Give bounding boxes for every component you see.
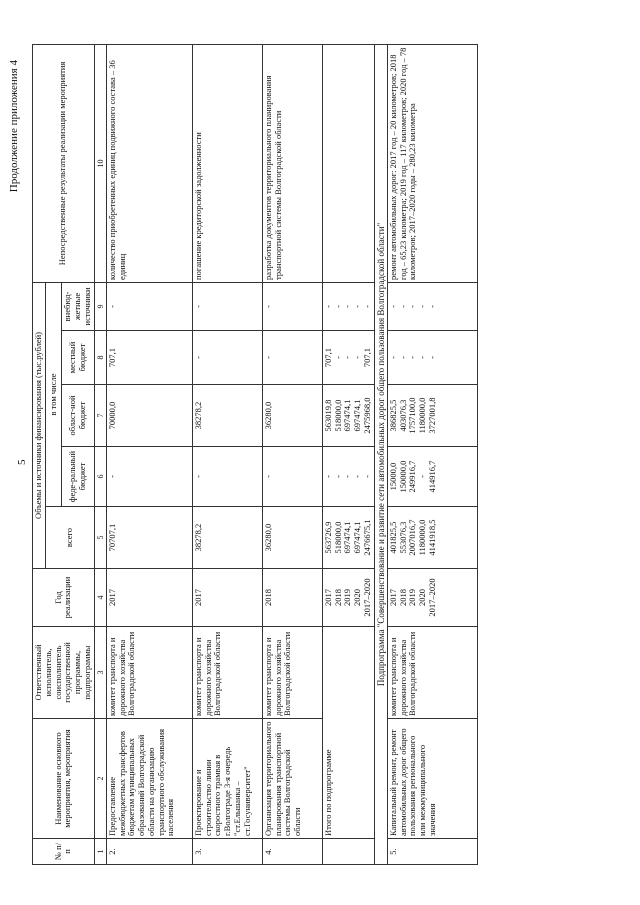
- amount: 2475968,0: [361, 397, 372, 434]
- col-num: 8: [94, 331, 106, 385]
- header-fed: феде-ральный бюджет: [62, 447, 94, 507]
- amount: -: [417, 305, 428, 308]
- amount: -: [407, 305, 418, 308]
- amount: 2007016,7: [407, 519, 418, 556]
- subtotal-reg: [322, 385, 374, 447]
- amount: -: [407, 356, 418, 359]
- amount: 1180000,0: [417, 397, 428, 434]
- year-value: 2020: [417, 589, 428, 606]
- amount: -: [332, 475, 343, 478]
- amount: 563019,8: [322, 399, 333, 432]
- subtotal-no: [322, 839, 374, 865]
- amount: -: [397, 305, 408, 308]
- row-result: погашение кредиторской задолженности: [192, 44, 262, 282]
- amount: -: [427, 356, 438, 359]
- row-executor: комитет транспорта и дорожного хозяйства Волгоградской области: [387, 627, 477, 719]
- year-value: 2019: [342, 589, 353, 606]
- amount: 3727001,8: [427, 397, 438, 434]
- row-fed: -: [192, 447, 262, 507]
- amount: -: [417, 475, 428, 478]
- row-extra: -: [192, 282, 262, 330]
- amount: -: [332, 356, 343, 359]
- row-result: количество приобретенных единиц подвижного состава – 36 единиц: [106, 44, 192, 282]
- subtotal-label: Итого по подпрограмме: [322, 627, 374, 839]
- col-num: 9: [94, 282, 106, 330]
- table-row: [387, 44, 477, 864]
- table-row: [192, 44, 262, 864]
- row-result: разработка документов территориального планирования транспортной системы Волгоградской области: [262, 44, 322, 282]
- amount: -: [417, 356, 428, 359]
- row-total: 36280,0: [262, 507, 322, 569]
- row-name: Проектирование и строительство линии скоростного трамвая в г.Волгограде 3-я очередь "ст.Ельшанка – ст.Госуниверситет": [192, 719, 262, 839]
- header-loc: местный бюджет: [62, 331, 94, 385]
- row-years: [387, 569, 477, 627]
- appendix-label: Продолжение приложения 4: [8, 60, 20, 193]
- row-name: Предоставление межбюджетных трансфертов бюджетам муниципальных образований Волгоградской области на организацию транспортного обслуживания населения: [106, 719, 192, 839]
- col-num: 1: [94, 839, 106, 865]
- row-loc: -: [262, 331, 322, 385]
- row-year: 2018: [262, 569, 322, 627]
- row-executor: комитет транспорта и дорожного хозяйства Волгоградской области: [106, 627, 192, 719]
- header-result: Непосредственные результаты реализации мероприятия: [33, 44, 95, 282]
- amount: -: [322, 475, 333, 478]
- column-number-row: [94, 44, 106, 864]
- subprogram-row: [374, 44, 387, 864]
- row-fed: -: [262, 447, 322, 507]
- amount: -: [352, 475, 363, 478]
- amount: -: [387, 305, 398, 308]
- row-no: 4.: [262, 839, 322, 865]
- amount: 2476675,1: [361, 519, 372, 556]
- year-value: 2017–2020: [427, 578, 438, 617]
- row-extra: -: [106, 282, 192, 330]
- subtotal-result: [322, 44, 374, 282]
- amount: 414916,7: [427, 460, 438, 493]
- amount: 1757100,0: [407, 397, 418, 434]
- amount: 249916,7: [407, 460, 418, 493]
- amount: 403076,3: [397, 399, 408, 432]
- row-total: 38278,2: [192, 507, 262, 569]
- table-row: [262, 44, 322, 864]
- row-extra: [387, 282, 477, 330]
- amount: 707,1: [361, 347, 372, 368]
- amount: 15000,0: [387, 462, 398, 491]
- amount: 553076,3: [397, 521, 408, 554]
- subtotal-extra: [322, 282, 374, 330]
- year-value: 2019: [407, 589, 418, 606]
- amount: 518000,0: [332, 521, 343, 554]
- col-num: 7: [94, 385, 106, 447]
- row-loc: -: [192, 331, 262, 385]
- amount: -: [352, 356, 363, 359]
- row-reg: 38278,2: [192, 385, 262, 447]
- amount: -: [397, 356, 408, 359]
- row-name: Капитальный ремонт, ремонт автомобильных дорог общего пользования регионального или межмуниципального значения: [387, 719, 477, 839]
- row-reg: 36280,0: [262, 385, 322, 447]
- year-value: 2017: [322, 589, 333, 606]
- subtotal-total: [322, 507, 374, 569]
- col-num: 3: [94, 627, 106, 719]
- row-result: ремонт автомобильных дорог: 2017 год – 20 километров; 2018 год – 65,23 километра; 2019 год – 117 километров; 2020 год – 78 километров; 2017–2020 годы – 280,23 километра: [387, 44, 477, 282]
- header-name: Наименование основного мероприятия, мероприятия: [33, 719, 95, 839]
- year-value: 2020: [352, 589, 363, 606]
- row-loc: 707,1: [106, 331, 192, 385]
- row-fed: [387, 447, 477, 507]
- row-executor: комитет транспорта и дорожного хозяйства Волгоградской области: [192, 627, 262, 719]
- row-total: 70707,1: [106, 507, 192, 569]
- amount: 697474,1: [352, 521, 363, 554]
- row-fed: -: [106, 447, 192, 507]
- col-num: 2: [94, 719, 106, 839]
- year-value: 2018: [332, 589, 343, 606]
- header-volume: Объемы и источники финансирования (тыс.рублей): [33, 282, 46, 568]
- row-executor: комитет транспорта и дорожного хозяйства Волгоградской области: [262, 627, 322, 719]
- amount: 707,1: [322, 347, 333, 368]
- subtotal-row: [322, 44, 374, 864]
- year-value: 2017: [387, 589, 398, 606]
- page-number: 5: [16, 459, 28, 465]
- subtotal-loc: [322, 331, 374, 385]
- amount: 697474,1: [342, 399, 353, 432]
- row-no: 3.: [192, 839, 262, 865]
- amount: -: [332, 305, 343, 308]
- amount: 386825,5: [387, 399, 398, 432]
- row-total: [387, 507, 477, 569]
- financing-table: [32, 44, 478, 865]
- row-no: 5.: [387, 839, 477, 865]
- header-year: Год реализации: [33, 569, 95, 627]
- amount: -: [361, 475, 372, 478]
- row-year: 2017: [192, 569, 262, 627]
- row-name: Организация территориального планирования транспортной системы Волгоградской области: [262, 719, 322, 839]
- header-no: № п/п: [33, 839, 95, 865]
- subprogram-title: Подпрограмма "Совершенствование и развитие сети автомобильных дорог общего пользования Волгоградской области": [374, 44, 387, 864]
- col-num: 4: [94, 569, 106, 627]
- amount: -: [342, 475, 353, 478]
- amount: 4141918,5: [427, 519, 438, 556]
- amount: 697474,1: [352, 399, 363, 432]
- amount: -: [342, 356, 353, 359]
- row-year: 2017: [106, 569, 192, 627]
- subtotal-fed: [322, 447, 374, 507]
- col-num: 5: [94, 507, 106, 569]
- amount: 401825,5: [387, 521, 398, 554]
- row-loc: [387, 331, 477, 385]
- row-extra: -: [262, 282, 322, 330]
- col-num: 6: [94, 447, 106, 507]
- amount: 563726,9: [322, 521, 333, 554]
- header-total: всего: [45, 507, 94, 569]
- amount: 697474,1: [342, 521, 353, 554]
- row-reg: 70000,0: [106, 385, 192, 447]
- amount: -: [387, 356, 398, 359]
- amount: 518000,0: [332, 399, 343, 432]
- header-executor: Ответственный исполнитель, соисполнитель государственной программы, подпрограммы: [33, 627, 95, 719]
- amount: -: [322, 305, 333, 308]
- year-value: 2018: [397, 589, 408, 606]
- header-extra: внебюд-жетные источники: [62, 282, 94, 330]
- amount: -: [427, 305, 438, 308]
- header-incl: в том числе: [45, 282, 62, 506]
- row-no: 2.: [106, 839, 192, 865]
- amount: -: [342, 305, 353, 308]
- amount: 150000,0: [397, 460, 408, 493]
- subtotal-years: [322, 569, 374, 627]
- amount: -: [352, 305, 363, 308]
- row-reg: [387, 385, 477, 447]
- amount: 1180000,0: [417, 519, 428, 556]
- col-num: 10: [94, 44, 106, 282]
- header-reg: област-ной бюджет: [62, 385, 94, 447]
- table-row: [106, 44, 192, 864]
- year-value: 2017–2020: [361, 578, 372, 617]
- amount: -: [361, 305, 372, 308]
